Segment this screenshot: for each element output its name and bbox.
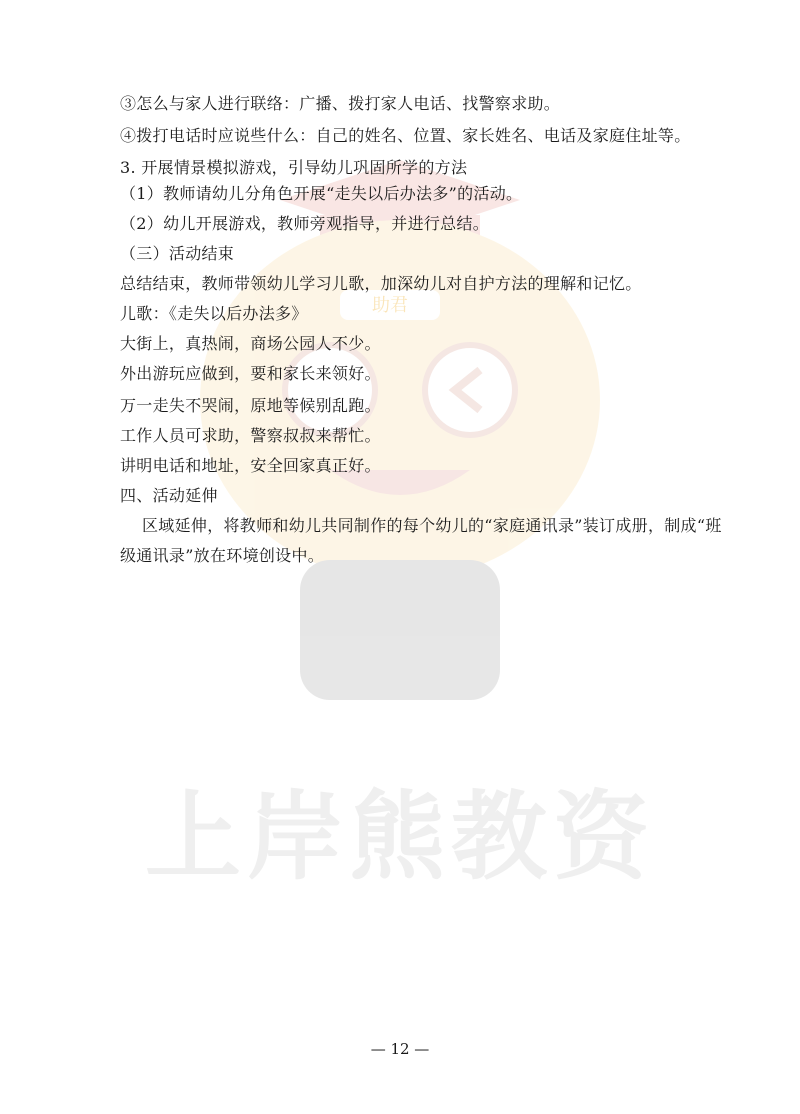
section-heading: 四、活动延伸 bbox=[120, 486, 218, 505]
page-number: — 12 — bbox=[370, 1040, 430, 1058]
song-line: 讲明电话和地址，安全回家真正好。 bbox=[120, 456, 381, 475]
text-line-16: 级通讯录”放在环境创设中。 bbox=[120, 546, 325, 565]
text-line-15: 区域延伸，将教师和幼儿共同制作的每个幼儿的“家庭通讯录”装订成册，制成“班 bbox=[142, 516, 722, 535]
text-line-2: ④拨打电话时应说些什么：自己的姓名、位置、家长姓名、电话及家庭住址等。 bbox=[120, 126, 691, 145]
song-line: 工作人员可求助，警察叔叔来帮忙。 bbox=[120, 426, 381, 445]
song-title: 儿歌：《走失以后办法多》 bbox=[120, 304, 308, 323]
text-line-5: （2）幼儿开展游戏，教师旁观指导，并进行总结。 bbox=[120, 214, 490, 233]
mascot-badge-text: 助君 bbox=[372, 295, 408, 315]
text-line-7: 总结结束，教师带领幼儿学习儿歌，加深幼儿对自护方法的理解和记忆。 bbox=[120, 274, 642, 293]
song-line: 外出游玩应做到，要和家长来领好。 bbox=[120, 364, 381, 383]
section-heading: 3. 开展情景模拟游戏，引导幼儿巩固所学的方法 bbox=[120, 158, 468, 177]
brand-watermark-text: 上岸熊教资 bbox=[145, 784, 655, 891]
text-line-4: （1）教师请幼儿分角色开展“走失以后办法多”的活动。 bbox=[120, 184, 523, 203]
section-heading: （三）活动结束 bbox=[120, 244, 235, 263]
text-line-1: ③怎么与家人进行联络：广播、拨打家人电话、找警察求助。 bbox=[120, 94, 561, 113]
song-line: 万一走失不哭闹，原地等候别乱跑。 bbox=[120, 396, 381, 415]
song-line: 大街上，真热闹，商场公园人不少。 bbox=[120, 334, 381, 353]
